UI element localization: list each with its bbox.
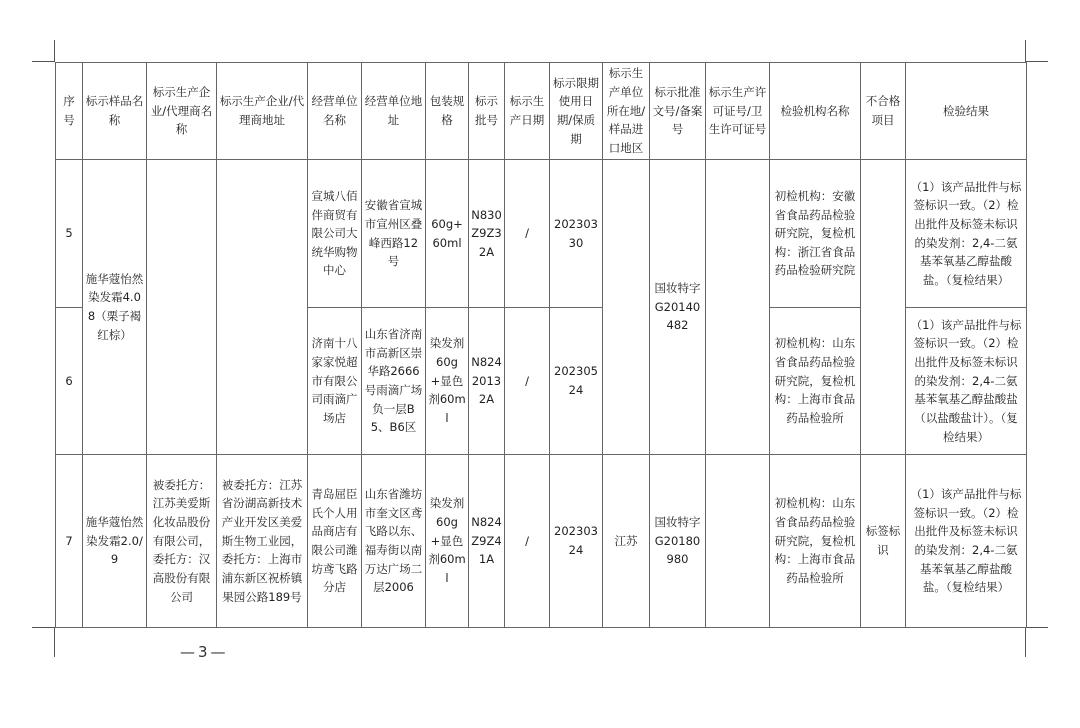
- inspection-agency: 初检机构：山东省食品药品检验研究院，复检机构：上海市食品药品检验所: [770, 455, 861, 628]
- header-inspector: 检验机构名称: [770, 63, 861, 160]
- header-approval: 标示批准文号/备案号: [650, 63, 706, 160]
- inspection-agency: 初检机构：安徽省食品药品检验研究院，复检机构：浙江省食品药品检验研究院: [770, 160, 861, 308]
- seller-address: 山东省济南市高新区崇华路2666号雨滴广场负一层B5、B6区: [362, 308, 426, 455]
- batch-number: N830Z9Z32A: [469, 160, 505, 308]
- crop-mark-bottom-left-h: [32, 627, 55, 628]
- row-index: 7: [56, 455, 83, 628]
- header-production-date: 标示生产日期: [505, 63, 550, 160]
- crop-mark-top-left-h: [32, 61, 55, 62]
- producer-name: [147, 160, 217, 455]
- batch-number: N82420132A: [469, 308, 505, 455]
- origin: 江苏: [603, 455, 650, 628]
- header-failed-item: 不合格项目: [861, 63, 906, 160]
- crop-mark-bottom-right-h: [1025, 627, 1048, 628]
- producer-name: 被委托方：江苏美爱斯化妆品股份有限公司，委托方：汉高股份有限公司: [147, 455, 217, 628]
- expiry-date: 20230524: [550, 308, 603, 455]
- header-license: 标示生产许可证号/卫生许可证号: [706, 63, 770, 160]
- failed-item: 标签标识: [861, 455, 906, 628]
- approval-number: 国妆特字G20180980: [650, 455, 706, 628]
- header-producer: 标示生产企业/代理商名称: [147, 63, 217, 160]
- product-name: 施华蔻怡然染发霜2.0/9: [83, 455, 147, 628]
- row-index: 5: [56, 160, 83, 308]
- batch-number: N824Z9Z41A: [469, 455, 505, 628]
- producer-address: 被委托方：江苏省汾湖高新技术产业开发区美爱斯生物工业园，委托方：上海市浦东新区祝桥镇果园公路189号: [217, 455, 308, 628]
- header-origin: 标示生产单位所在地/样品进口地区: [603, 63, 650, 160]
- crop-mark-top-left-v: [54, 40, 55, 62]
- product-name: 施华蔻怡然染发霜4.08（栗子褐红棕）: [83, 160, 147, 455]
- expiry-date: 20230324: [550, 455, 603, 628]
- seller-name: 宣城八佰伴商贸有限公司大统华购物中心: [308, 160, 362, 308]
- failed-item: [861, 160, 906, 455]
- seller-address: 山东省潍坊市奎文区鸢飞路以东、福寿街以南万达广场二层2006: [362, 455, 426, 628]
- production-date: /: [505, 455, 550, 628]
- seller-address: 安徽省宣城市宣州区叠峰西路12号: [362, 160, 426, 308]
- header-seller-address: 经营单位地址: [362, 63, 426, 160]
- license-number: [706, 160, 770, 455]
- page-number: —3—: [180, 643, 229, 661]
- table-row: [56, 455, 1027, 628]
- header-expiry: 标示限期使用日期/保质期: [550, 63, 603, 160]
- expiry-date: 20230330: [550, 160, 603, 308]
- license-number: [706, 455, 770, 628]
- package-spec: 染发剂60g+显色剂60ml: [426, 308, 469, 455]
- header-producer-address: 标示生产企业/代理商地址: [217, 63, 308, 160]
- package-spec: 染发剂60g+显色剂60ml: [426, 455, 469, 628]
- header-seller: 经营单位名称: [308, 63, 362, 160]
- header-index: 序号: [56, 63, 83, 160]
- production-date: /: [505, 160, 550, 308]
- package-spec: 60g+60ml: [426, 160, 469, 308]
- crop-mark-top-right-h: [1025, 61, 1048, 62]
- header-product: 标示样品名称: [83, 63, 147, 160]
- row-index: 6: [56, 308, 83, 455]
- header-spec: 包装规格: [426, 63, 469, 160]
- inspection-results-table: [55, 62, 1027, 628]
- producer-address: [217, 160, 308, 455]
- inspection-result: （1）该产品批件与标签标识一致。（2）检出批件及标签未标识的染发剂：2,4-二氨基苯氧基乙醇盐酸盐（以盐酸盐计）。（复检结果）: [906, 308, 1027, 455]
- origin: [603, 160, 650, 455]
- header-row: [56, 63, 1027, 160]
- table-row: [56, 160, 1027, 308]
- inspection-agency: 初检机构：山东省食品药品检验研究院，复检机构：上海市食品药品检验所: [770, 308, 861, 455]
- production-date: /: [505, 308, 550, 455]
- crop-mark-bottom-left-v: [54, 627, 55, 657]
- inspection-result: （1）该产品批件与标签标识一致。（2）检出批件及标签未标识的染发剂：2,4-二氨基苯氧基乙醇盐酸盐。（复检结果）: [906, 160, 1027, 308]
- crop-mark-bottom-right-v: [1025, 627, 1026, 657]
- header-batch: 标示批号: [469, 63, 505, 160]
- header-result: 检验结果: [906, 63, 1027, 160]
- crop-mark-top-right-v: [1025, 40, 1026, 62]
- inspection-result: （1）该产品批件与标签标识一致。（2）检出批件及标签未标识的染发剂：2,4-二氨基苯氧基乙醇盐酸盐。（复检结果）: [906, 455, 1027, 628]
- seller-name: 青岛屈臣氏个人用品商店有限公司潍坊鸢飞路分店: [308, 455, 362, 628]
- seller-name: 济南十八家家悦超市有限公司雨滴广场店: [308, 308, 362, 455]
- approval-number: 国妆特字G20140482: [650, 160, 706, 455]
